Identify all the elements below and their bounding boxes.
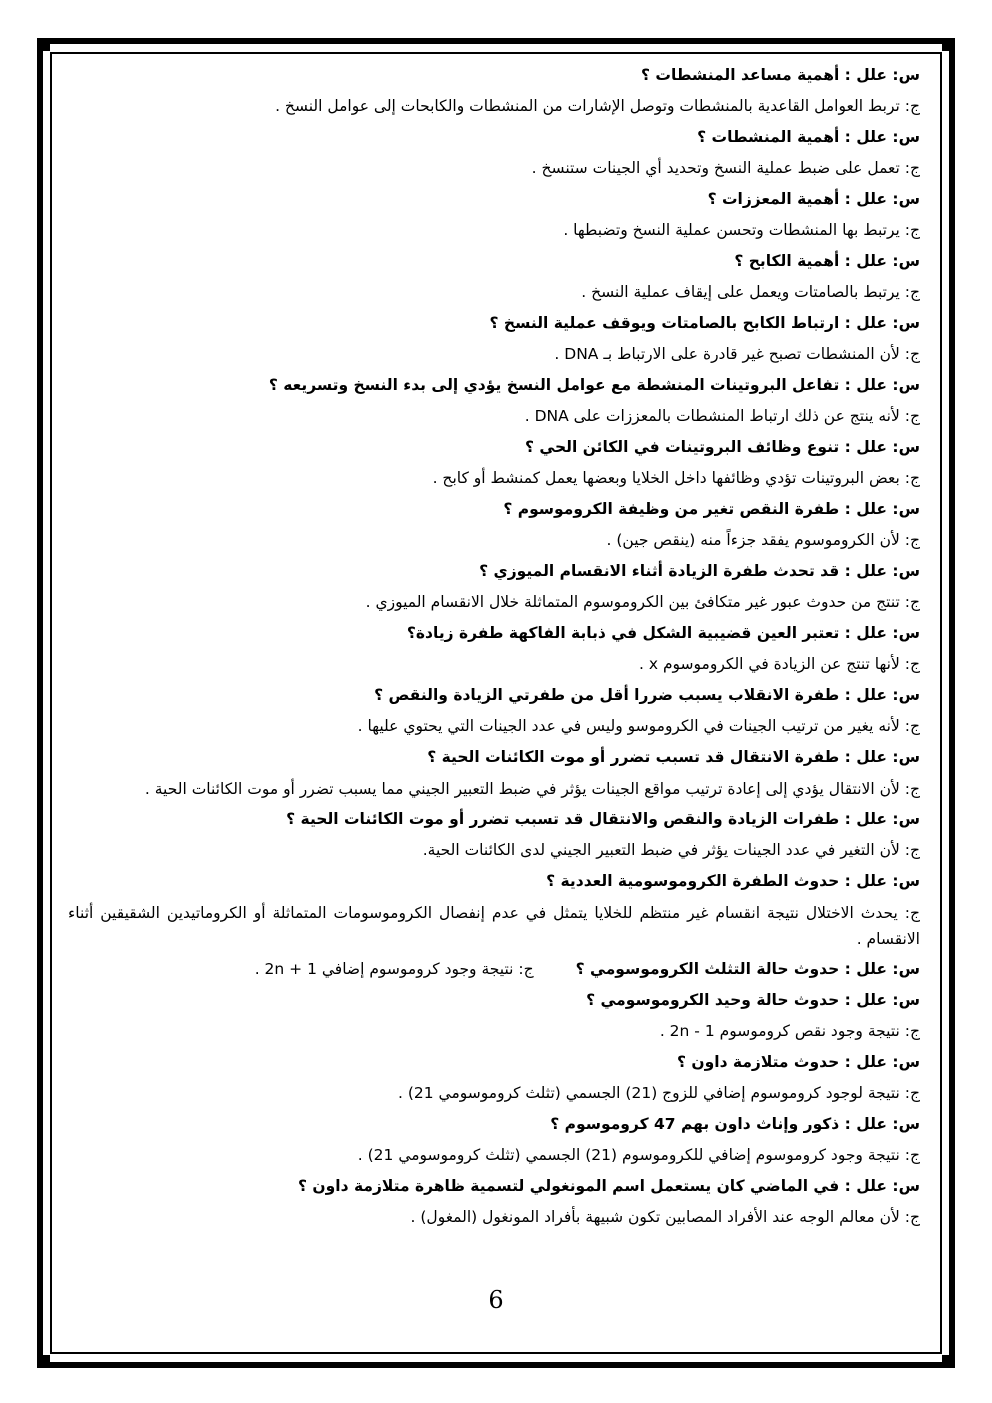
answer-text: يرتبط بالصامتات ويعمل على إيقاف عملية النسخ . bbox=[581, 283, 900, 301]
answer-text: لأن الانتقال يؤدي إلى إعادة ترتيب مواقع الجينات يؤثر في ضبط التعبير الجيني مما يسبب تضرر أو موت الكائنات الحية . bbox=[144, 780, 900, 798]
question-line bbox=[68, 680, 920, 711]
question-line bbox=[68, 246, 920, 277]
question-prefix: س: علل : bbox=[844, 128, 920, 146]
question-prefix: س: علل : bbox=[844, 1177, 920, 1195]
question-line bbox=[68, 1047, 920, 1078]
answer-prefix: ج: bbox=[904, 159, 920, 177]
question-line bbox=[68, 556, 920, 587]
question-prefix: س: علل : bbox=[844, 991, 920, 1009]
question-prefix: س: علل : bbox=[844, 960, 920, 978]
question-text: تعتبر العين قضيبية الشكل في ذبابة الفاكهة طفرة زيادة؟ bbox=[406, 624, 840, 642]
answer-text: لأن المنشطات تصبح غير قادرة على الارتباط بـ DNA . bbox=[554, 345, 900, 363]
answer-prefix: ج: bbox=[904, 841, 920, 859]
question-line bbox=[68, 308, 920, 339]
answer-prefix: ج: bbox=[904, 780, 920, 798]
question-line bbox=[68, 432, 920, 463]
answer-prefix: ج: bbox=[904, 345, 920, 363]
question-prefix: س: علل : bbox=[844, 438, 920, 456]
question-text: تنوع وظائف البروتينات في الكائن الحي ؟ bbox=[524, 438, 840, 456]
answer-line bbox=[68, 835, 920, 866]
question-line bbox=[68, 804, 920, 835]
question-line bbox=[68, 742, 920, 773]
answer-line bbox=[68, 91, 920, 122]
border-corner bbox=[37, 1355, 50, 1368]
question-prefix: س: علل : bbox=[844, 1053, 920, 1071]
border-corner bbox=[942, 1355, 955, 1368]
question-prefix: س: علل : bbox=[844, 314, 920, 332]
question-prefix: س: علل : bbox=[844, 810, 920, 828]
question-text: حدوث حالة وحيد الكروموسومي ؟ bbox=[586, 991, 840, 1009]
answer-line bbox=[68, 587, 920, 618]
border-corner bbox=[37, 38, 50, 51]
question-line bbox=[68, 1109, 920, 1140]
answer-prefix: ج: bbox=[904, 655, 920, 673]
question-text: طفرة النقص تغير من وظيفة الكروموسوم ؟ bbox=[503, 500, 840, 518]
answer-text: نتيجة وجود نقص كروموسوم 1 - 2n . bbox=[659, 1022, 900, 1040]
question-text: حدوث الطفرة الكروموسومية العددية ؟ bbox=[546, 872, 840, 890]
question-prefix: س: علل : bbox=[844, 624, 920, 642]
answer-line bbox=[68, 1202, 920, 1233]
question-text: أهمية المعززات ؟ bbox=[707, 190, 840, 208]
answer-line bbox=[68, 649, 920, 680]
question-prefix: س: علل : bbox=[844, 376, 920, 394]
answer-text: يرتبط بها المنشطات وتحسن عملية النسخ وتضبطها . bbox=[563, 221, 900, 239]
answer-prefix: ج: bbox=[904, 1208, 920, 1226]
answer-line bbox=[68, 897, 920, 954]
question-line bbox=[68, 184, 920, 215]
answer-line bbox=[68, 525, 920, 556]
answer-line bbox=[68, 773, 920, 804]
answer-prefix: ج: bbox=[904, 717, 920, 735]
answer-line bbox=[68, 339, 920, 370]
answer-prefix: ج: bbox=[904, 97, 920, 115]
question-line bbox=[68, 954, 920, 985]
answer-text: تربط العوامل القاعدية بالمنشطات وتوصل الإشارات من المنشطات والكابحات إلى عوامل النسخ . bbox=[275, 97, 900, 115]
answer-text: لأنه ينتج عن ذلك ارتباط المنشطات بالمعززات على DNA . bbox=[524, 407, 900, 425]
question-text: ارتباط الكابح بالصامتات ويوقف عملية النسخ ؟ bbox=[489, 314, 840, 332]
question-text: طفرة الانتقال قد تسبب تضرر أو موت الكائنات الحية ؟ bbox=[427, 748, 840, 766]
question-line bbox=[68, 1171, 920, 1202]
question-line bbox=[68, 985, 920, 1016]
qa-list bbox=[68, 60, 920, 1233]
question-text: في الماضي كان يستعمل اسم المونغولي لتسمية ظاهرة متلازمة داون ؟ bbox=[298, 1177, 840, 1195]
answer-text: لأن التغير في عدد الجينات يؤثر في ضبط التعبير الجيني لدى الكائنات الحية. bbox=[422, 841, 900, 859]
question-prefix: س: علل : bbox=[844, 1115, 920, 1133]
answer-prefix: ج: bbox=[518, 960, 534, 978]
question-text: قد تحدث طفرة الزيادة أثناء الانقسام الميوزي ؟ bbox=[479, 562, 840, 580]
question-text: أهمية الكابح ؟ bbox=[734, 252, 840, 270]
question-line bbox=[68, 122, 920, 153]
answer-text: لأنه يغير من ترتيب الجينات في الكروموسو وليس في عدد الجينات التي يحتوي عليها . bbox=[357, 717, 900, 735]
answer-line bbox=[68, 1016, 920, 1047]
answer-prefix: ج: bbox=[904, 221, 920, 239]
question-prefix: س: علل : bbox=[844, 190, 920, 208]
question-prefix: س: علل : bbox=[844, 748, 920, 766]
question-prefix: س: علل : bbox=[844, 872, 920, 890]
answer-text: بعض البروتينات تؤدي وظائفها داخل الخلايا وبعضها يعمل كمنشط أو كابح . bbox=[432, 469, 900, 487]
question-line bbox=[68, 60, 920, 91]
question-prefix: س: علل : bbox=[844, 500, 920, 518]
answer-line bbox=[68, 711, 920, 742]
question-prefix: س: علل : bbox=[844, 66, 920, 84]
border-corner bbox=[942, 38, 955, 51]
question-text: طفرة الانقلاب يسبب ضررا أقل من طفرتي الزيادة والنقص ؟ bbox=[374, 686, 840, 704]
question-text: أهمية المنشطات ؟ bbox=[697, 128, 840, 146]
question-prefix: س: علل : bbox=[844, 252, 920, 270]
answer-text: لأن معالم الوجه عند الأفراد المصابين تكون شبيهة بأفراد المونغول (المغول) . bbox=[410, 1208, 900, 1226]
answer-prefix: ج: bbox=[904, 407, 920, 425]
answer-text: لأن الكروموسوم يفقد جزءاً منه (ينقص جين) . bbox=[606, 531, 900, 549]
question-text: حدوث حالة التثلث الكروموسومي ؟ bbox=[575, 960, 840, 978]
answer-prefix: ج: bbox=[904, 1146, 920, 1164]
answer-line bbox=[68, 1078, 920, 1109]
answer-text: يحدث الاختلال نتيجة انقسام غير منتظم للخلايا يتمثل في عدم إنفصال الكروموسومات المتماثلة أو الكروماتيدين الشقيقين أثناء الانقسام . bbox=[68, 904, 920, 948]
question-line bbox=[68, 618, 920, 649]
question-text: أهمية مساعد المنشطات ؟ bbox=[641, 66, 840, 84]
answer-line bbox=[68, 401, 920, 432]
question-text: طفرات الزيادة والنقص والانتقال قد تسبب تضرر أو موت الكائنات الحية ؟ bbox=[286, 810, 840, 828]
question-line bbox=[68, 866, 920, 897]
inline-answer bbox=[255, 960, 534, 978]
question-text: تفاعل البروتينات المنشطة مع عوامل النسخ يؤدي إلى بدء النسخ وتسريعه ؟ bbox=[268, 376, 840, 394]
question-text: حدوث متلازمة داون ؟ bbox=[677, 1053, 840, 1071]
answer-text: نتيجة لوجود كروموسوم إضافي للزوج (21) الجسمي (تثلث كروموسومي 21) . bbox=[397, 1084, 900, 1102]
answer-prefix: ج: bbox=[904, 1084, 920, 1102]
question-text: ذكور وإناث داون بهم 47 كروموسوم ؟ bbox=[550, 1115, 840, 1133]
answer-text: نتيجة وجود كروموسوم إضافي للكروموسوم (21) الجسمي (تثلث كروموسومي 21) . bbox=[357, 1146, 900, 1164]
answer-prefix: ج: bbox=[904, 283, 920, 301]
answer-prefix: ج: bbox=[904, 531, 920, 549]
question-prefix: س: علل : bbox=[844, 562, 920, 580]
answer-prefix: ج: bbox=[904, 593, 920, 611]
answer-prefix: ج: bbox=[904, 904, 920, 922]
answer-text: تعمل على ضبط عملية النسخ وتحديد أي الجينات ستنسخ . bbox=[531, 159, 900, 177]
answer-line bbox=[68, 277, 920, 308]
answer-prefix: ج: bbox=[904, 469, 920, 487]
page-number: 6 bbox=[488, 1286, 504, 1314]
question-line bbox=[68, 370, 920, 401]
question-prefix: س: علل : bbox=[844, 686, 920, 704]
answer-text: تنتج من حدوث عبور غير متكافئ بين الكروموسوم المتماثلة خلال الانقسام الميوزي . bbox=[365, 593, 900, 611]
answer-line bbox=[68, 1140, 920, 1171]
answer-line bbox=[68, 215, 920, 246]
answer-text: نتيجة وجود كروموسوم إضافي 1 + 2n . bbox=[254, 960, 514, 978]
answer-text: لأنها تنتج عن الزيادة في الكروموسوم x . bbox=[638, 655, 900, 673]
question-line bbox=[68, 494, 920, 525]
answer-prefix: ج: bbox=[904, 1022, 920, 1040]
answer-line bbox=[68, 463, 920, 494]
answer-line bbox=[68, 153, 920, 184]
